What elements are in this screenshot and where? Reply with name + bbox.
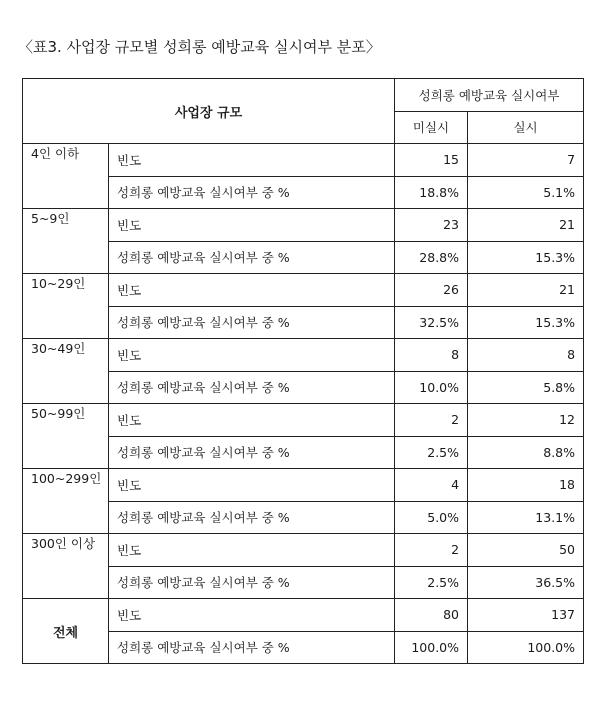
table-row (23, 274, 584, 307)
freq-label: 빈도 (109, 339, 395, 372)
freq-not-done: 26 (395, 274, 468, 307)
pct-label: 성희롱 예방교육 실시여부 중 % (109, 241, 395, 274)
table-row (23, 469, 584, 502)
pct-not-done: 28.8% (395, 241, 468, 274)
freq-done: 21 (468, 209, 584, 242)
freq-done: 137 (468, 599, 584, 632)
freq-done: 21 (468, 274, 584, 307)
pct-done: 8.8% (468, 436, 584, 469)
freq-not-done: 80 (395, 599, 468, 632)
size-cell: 300인 이상 (23, 534, 109, 599)
freq-not-done: 4 (395, 469, 468, 502)
size-cell: 전체 (23, 599, 109, 664)
pct-done: 100.0% (468, 631, 584, 664)
table-row (23, 339, 584, 372)
freq-done: 12 (468, 404, 584, 437)
header-not-done: 미실시 (395, 111, 468, 144)
size-cell: 100~299인 (23, 469, 109, 534)
pct-not-done: 100.0% (395, 631, 468, 664)
pct-done: 15.3% (468, 241, 584, 274)
pct-not-done: 2.5% (395, 436, 468, 469)
table-row (23, 404, 584, 437)
header-group: 성희롱 예방교육 실시여부 (395, 79, 584, 112)
pct-not-done: 32.5% (395, 306, 468, 339)
freq-done: 8 (468, 339, 584, 372)
size-cell: 30~49인 (23, 339, 109, 404)
header-done: 실시 (468, 111, 584, 144)
pct-label: 성희롱 예방교육 실시여부 중 % (109, 306, 395, 339)
pct-done: 15.3% (468, 306, 584, 339)
freq-label: 빈도 (109, 209, 395, 242)
pct-done: 5.8% (468, 371, 584, 404)
pct-label: 성희롱 예방교육 실시여부 중 % (109, 631, 395, 664)
pct-label: 성희롱 예방교육 실시여부 중 % (109, 371, 395, 404)
header-row-1 (23, 79, 584, 112)
freq-label: 빈도 (109, 404, 395, 437)
freq-label: 빈도 (109, 599, 395, 632)
pct-label: 성희롱 예방교육 실시여부 중 % (109, 501, 395, 534)
pct-done: 13.1% (468, 501, 584, 534)
pct-label: 성희롱 예방교육 실시여부 중 % (109, 436, 395, 469)
pct-not-done: 10.0% (395, 371, 468, 404)
pct-label: 성희롱 예방교육 실시여부 중 % (109, 566, 395, 599)
size-cell: 10~29인 (23, 274, 109, 339)
pct-done: 36.5% (468, 566, 584, 599)
pct-not-done: 2.5% (395, 566, 468, 599)
size-cell: 5~9인 (23, 209, 109, 274)
distribution-table (22, 78, 584, 664)
table-row (23, 599, 584, 632)
table-body (23, 144, 584, 664)
header-size: 사업장 규모 (23, 79, 395, 144)
freq-not-done: 15 (395, 144, 468, 177)
table-caption: 〈표3. 사업장 규모별 성희롱 예방교육 실시여부 분포〉 (18, 38, 381, 56)
freq-done: 50 (468, 534, 584, 567)
pct-not-done: 5.0% (395, 501, 468, 534)
table-header (23, 79, 584, 144)
pct-label: 성희롱 예방교육 실시여부 중 % (109, 176, 395, 209)
freq-not-done: 23 (395, 209, 468, 242)
size-cell: 50~99인 (23, 404, 109, 469)
freq-label: 빈도 (109, 469, 395, 502)
freq-label: 빈도 (109, 144, 395, 177)
table-row (23, 534, 584, 567)
freq-done: 7 (468, 144, 584, 177)
freq-label: 빈도 (109, 534, 395, 567)
size-cell: 4인 이하 (23, 144, 109, 209)
freq-label: 빈도 (109, 274, 395, 307)
table-row (23, 144, 584, 177)
freq-not-done: 2 (395, 534, 468, 567)
pct-not-done: 18.8% (395, 176, 468, 209)
table-row (23, 209, 584, 242)
freq-not-done: 8 (395, 339, 468, 372)
freq-not-done: 2 (395, 404, 468, 437)
freq-done: 18 (468, 469, 584, 502)
pct-done: 5.1% (468, 176, 584, 209)
